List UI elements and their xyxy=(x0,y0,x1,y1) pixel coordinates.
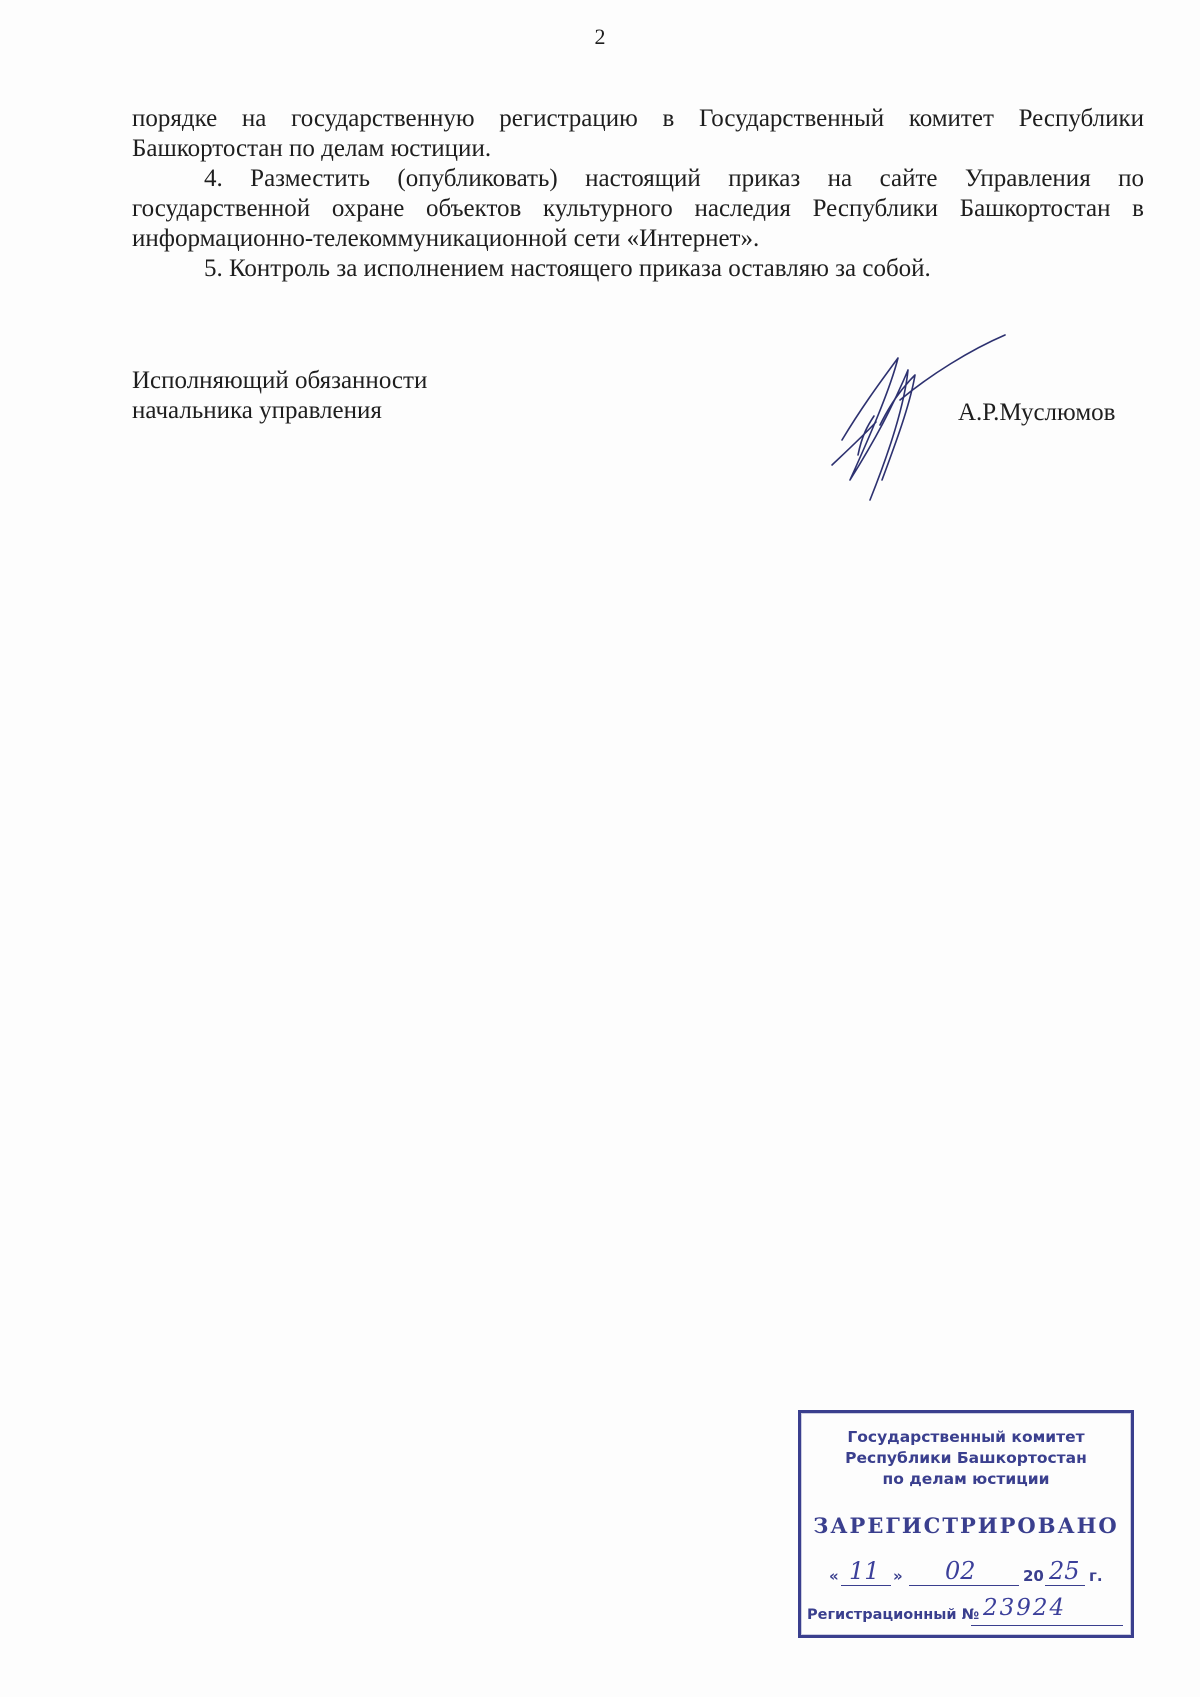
stamp-org-line1: Государственный комитет xyxy=(847,1428,1085,1446)
stamp-year-suffix: 25 xyxy=(1049,1557,1080,1585)
stamp-date xyxy=(829,1559,1119,1589)
stamp-day: 11 xyxy=(849,1557,880,1585)
stamp-reg-line xyxy=(971,1625,1123,1626)
stamp-month: 02 xyxy=(945,1557,976,1585)
stamp-year-line xyxy=(1045,1585,1085,1586)
stamp-year-unit: г. xyxy=(1089,1567,1103,1585)
page-number: 2 xyxy=(594,24,606,49)
signatory-name: А.Р.Муслюмов xyxy=(958,399,1116,426)
paragraph-item-4: 4. Разместить (опубликовать) настоящий приказ на сайте Управления по государственной охране объектов культурного наследия Республики Башкортостан в информационно-телекоммуникационной сети «Интернет». xyxy=(132,165,1144,252)
stamp-registration-number xyxy=(807,1597,1127,1627)
stamp-reg-number: 23924 xyxy=(983,1595,1067,1621)
stamp-org-line2: Республики Башкортостан xyxy=(845,1449,1087,1467)
paragraph-continuation: порядке на государственную регистрацию в Государственный комитет Республики Башкортостан по делам юстиции. xyxy=(132,105,1144,162)
stamp-day-line xyxy=(841,1585,891,1586)
registration-stamp xyxy=(798,1410,1134,1638)
stamp-organization xyxy=(801,1427,1131,1490)
stamp-month-line xyxy=(909,1585,1019,1586)
signatory-position-line2: начальника управления xyxy=(132,397,382,424)
stamp-status: ЗАРЕГИСТРИРОВАНО xyxy=(813,1513,1119,1538)
paragraph-item-5: 5. Контроль за исполнением настоящего приказа оставляю за собой. xyxy=(204,255,931,282)
signatory-position-line1: Исполняющий обязанности xyxy=(132,367,428,394)
stamp-quote-open: « xyxy=(829,1567,839,1585)
stamp-org-line3: по делам юстиции xyxy=(882,1470,1050,1488)
stamp-year-prefix: 20 xyxy=(1023,1567,1044,1585)
signatory-position xyxy=(132,366,427,426)
document-body xyxy=(132,104,1144,284)
stamp-reg-label: Регистрационный № xyxy=(807,1607,980,1623)
stamp-quote-close: » xyxy=(893,1567,903,1585)
